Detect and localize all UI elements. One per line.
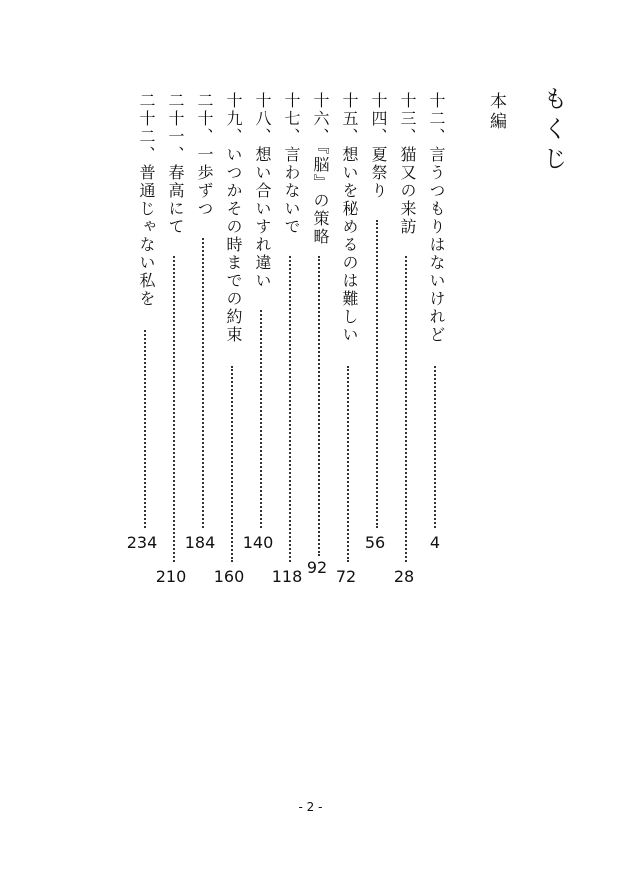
dot-leader	[318, 256, 320, 556]
toc-entry-19	[222, 92, 245, 344]
entry-number: 十五、	[340, 92, 359, 146]
toc-entry-22	[135, 92, 158, 308]
dot-leader	[405, 256, 407, 562]
toc-entry-17	[280, 92, 303, 236]
dot-leader	[434, 366, 436, 528]
dot-leader	[376, 220, 378, 528]
entry-title: 猫又の来訪	[398, 146, 417, 236]
dot-leader	[231, 366, 233, 562]
dot-leader	[260, 310, 262, 528]
entry-title: いつかその時までの約束	[224, 146, 243, 344]
page-number: 4	[429, 533, 441, 552]
section-heading: 本編	[486, 92, 506, 132]
entry-title: 夏祭り	[369, 146, 388, 200]
page-number: 210	[155, 567, 187, 586]
toc-entry-15	[338, 92, 361, 344]
toc-entry-14	[367, 92, 390, 200]
entry-title: 言うつもりはないけれど	[427, 146, 446, 344]
dot-leader	[202, 238, 204, 528]
footer-page-number: - 2 -	[298, 800, 323, 814]
page-number: 28	[393, 567, 415, 586]
entry-title: 『脳』の策略	[311, 146, 330, 246]
entry-title: 想いを秘めるのは難しい	[340, 146, 359, 344]
entry-number: 十九、	[224, 92, 243, 146]
toc-entry-13	[396, 92, 419, 236]
page-number: 118	[271, 567, 303, 586]
entry-number: 二十、	[195, 92, 214, 146]
dot-leader	[144, 330, 146, 528]
toc-entry-20	[193, 92, 216, 218]
entry-title: 言わないで	[282, 146, 301, 236]
page-number: 160	[213, 567, 245, 586]
page-number: 72	[335, 567, 357, 586]
dot-leader	[173, 256, 175, 562]
page-number: 140	[242, 533, 274, 552]
entry-title: 一歩ずつ	[195, 146, 214, 218]
entry-number: 二十二、	[137, 92, 156, 164]
toc-entry-16	[309, 92, 332, 246]
entry-number: 十二、	[427, 92, 446, 146]
entry-number: 十八、	[253, 92, 272, 146]
entry-number: 十七、	[282, 92, 301, 146]
page-number: 234	[126, 533, 158, 552]
dot-leader	[289, 256, 291, 562]
toc-entry-18	[251, 92, 274, 290]
dot-leader	[347, 366, 349, 562]
page-number: 92	[306, 558, 328, 577]
entry-title: 春高にて	[166, 164, 185, 236]
entry-title: 想い合いすれ違い	[253, 146, 272, 290]
entry-number: 十三、	[398, 92, 417, 146]
page-number: 184	[184, 533, 216, 552]
toc-entry-12	[425, 92, 448, 344]
entry-title: 普通じゃない私を	[137, 164, 156, 308]
page-number: 56	[364, 533, 386, 552]
entry-number: 十六、	[311, 92, 330, 146]
toc-title: もくじ	[539, 86, 567, 176]
entry-number: 二十一、	[166, 92, 185, 164]
toc-entry-21	[164, 92, 187, 236]
entry-number: 十四、	[369, 92, 388, 146]
